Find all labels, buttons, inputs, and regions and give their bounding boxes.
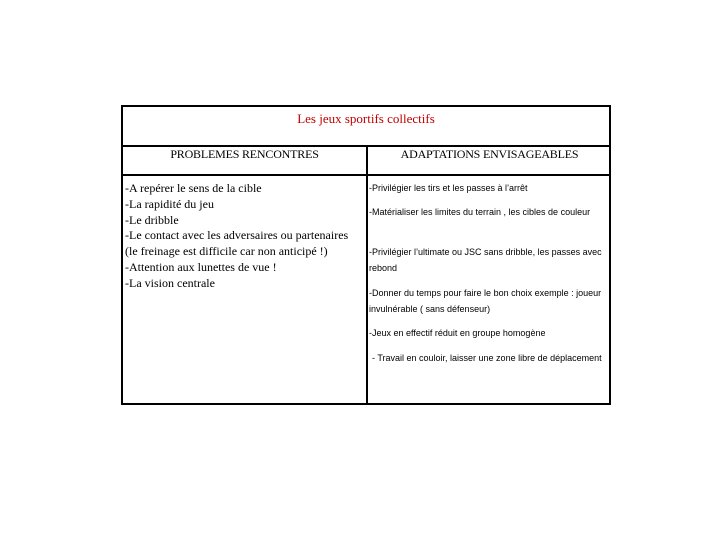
adaptation-item: -Jeux en effectif réduit en groupe homogène: [369, 328, 546, 338]
problem-item: -Le contact avec les adversaires ou partenaires: [125, 228, 349, 243]
header-rule: [123, 174, 609, 176]
adaptation-item: -Matérialiser les limites du terrain , les cibles de couleur: [369, 207, 591, 217]
table-title-row: [123, 107, 609, 147]
problems-header: PROBLEMES RENCONTRES: [170, 147, 319, 161]
problem-item: -La rapidité du jeu: [125, 196, 214, 211]
problem-item: (le freinage est difficile car non anticipé !): [125, 244, 328, 259]
problem-item: -Attention aux lunettes de vue !: [125, 259, 277, 274]
adaptation-item: -Donner du temps pour faire le bon choix exemple : joueur invulnérable ( sans défenseur): [369, 288, 602, 314]
problem-item: -La vision centrale: [125, 275, 215, 290]
adaptation-table: [121, 105, 611, 405]
adaptation-item: -Privilégier les tirs et les passes à l’arrêt: [369, 183, 528, 193]
adaptation-item: -Privilégier l’ultimate ou JSC sans dribble, les passes avec rebond: [369, 247, 602, 273]
table-title: Les jeux sportifs collectifs: [297, 111, 435, 126]
problem-item: -Le dribble: [125, 212, 179, 227]
adaptations-header: ADAPTATIONS ENVISAGEABLES: [400, 147, 579, 161]
problems-list: [125, 181, 363, 292]
adaptation-item: - Travail en couloir, laisser une zone libre de déplacement: [372, 353, 602, 363]
problem-item: -A repérer le sens de la cible: [125, 181, 262, 195]
column-divider: [366, 145, 368, 403]
